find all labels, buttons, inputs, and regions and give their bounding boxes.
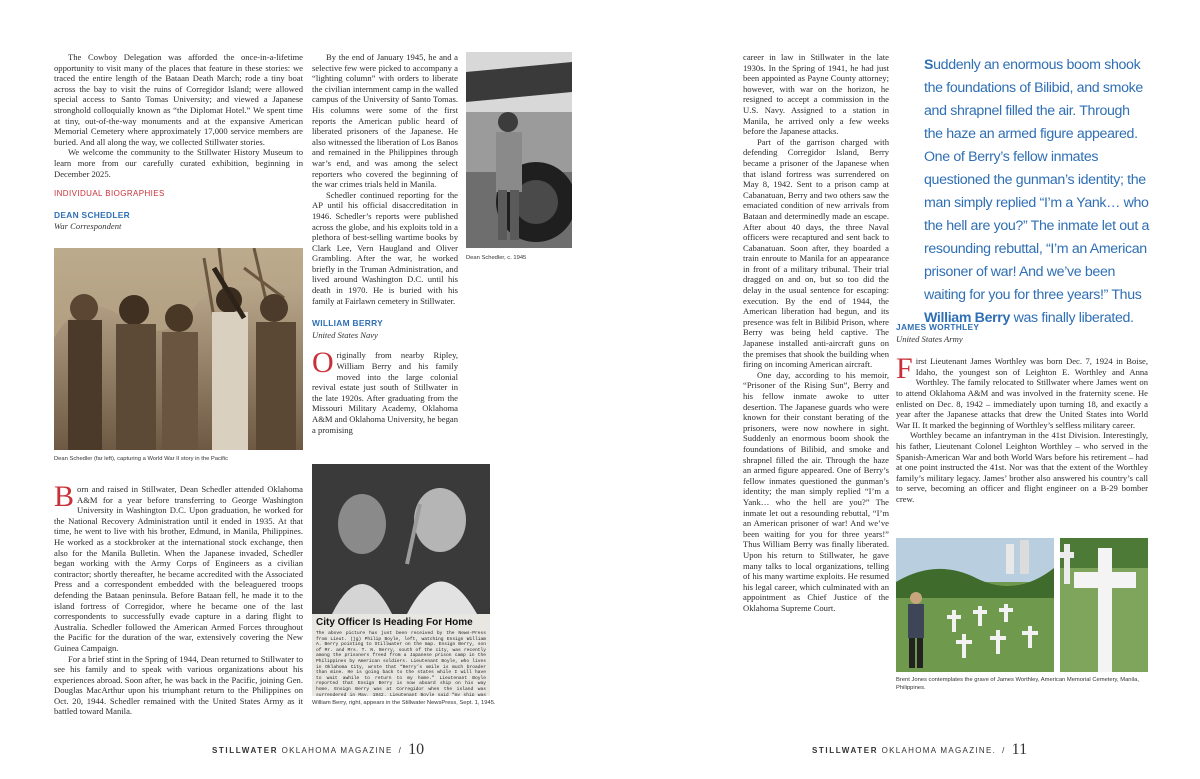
footer-right [812, 741, 1027, 759]
bio-role-war-correspondent: War Correspondent [54, 221, 122, 232]
page-number-11: 11 [1011, 741, 1028, 758]
bio-role-navy: United States Navy [312, 329, 378, 340]
cemetery-crosses-photo-icon [896, 538, 1054, 672]
bio-name-dean-schedler: DEAN SCHEDLER [54, 209, 131, 220]
newspaper-clipping [312, 464, 490, 696]
bio-name-william-berry: WILLIAM BERRY [312, 318, 384, 329]
pull-quote-text-a: uddenly an enormous boom shook the foundations of Bilibid, and smoke and shrapnel filled the air. Through the haze an armed figure appeared. One of Berry’s fellow inmates questioned the gunman’s identity; the man simply replied “I’m a Yank… who the hell are you?” The inmate let out a resounding rebuttal, “I’m an American prisoner of war! And we’ve been waiting for you for three years!” Thus [924, 57, 1150, 303]
dean-schedler-bio-paragraph-2: For a brief stint in the Spring of 1944, Dean returned to Stillwater to see his family and to speak with various organizations about his experiences abroad. Soon after, he was back in the Pacific, joining Gen. Douglas MacArthur upon his triumphant return to the Philippines on Oct. 20, 1944. Schedler remained with the United States Army as it battled toward Manila. [54, 653, 303, 717]
left-column-2 [312, 52, 458, 435]
page-number-10: 10 [408, 741, 425, 758]
william-berry-continued-paragraph-1: career in law in Stillwater in the late 1930s. In the Spring of 1941, he had just been appointed as Payne County attorney; however, with war on the horizon, he resigned to accept a commission in the U.S. Navy. Assigned to a station in Manila, he arrived only a few weeks before the Japanese attacks. [743, 52, 889, 137]
dropcap-f: F [896, 352, 913, 386]
dean-schedler-portrait-photo [466, 52, 572, 248]
footer-magazine-rest: OKLAHOMA MAGAZINE [281, 745, 393, 755]
james-worthley-bio-paragraph-2: Worthley became an infantryman in the 41st Division. Interestingly, his father, Lieutenant Colonel Leighton Worthley – who served in the Spanish-American War and both World Wars before his retirement – had at one point instructed the 41st. Nor was that the extent of the Worthley family’s military legacy. James’ brother also answered his country’s call to serve, becoming an officer and flight engineer on a B-29 bomber crew. [896, 430, 1148, 504]
footer-left [212, 741, 424, 759]
cemetery-photo-wide [896, 538, 1054, 672]
footer-magazine-rest: OKLAHOMA MAGAZINE. [881, 745, 997, 755]
dean-schedler-bio-paragraph-1 [54, 480, 303, 654]
william-berry-bio-paragraph-1 [312, 346, 458, 435]
clipping-photo-icon [312, 464, 490, 614]
james-worthley-bio-paragraph-1 [896, 352, 1148, 430]
william-berry-continued-paragraph-3: One day, according to his memoir, “Prisoner of the Rising Sun”, Berry and his fellow inmate awoke to utter desertion. The Japanese guards who were known for their constant berating of the prisoners, were now nowhere in sight. Suddenly an enormous boom shook the foundations of Bilibid, and smoke and shrapnel filled the air. Through the haze an armed figure appeared. One of Berry’s fellow inmates questioned the gunman’s identity; the man simply replied “I’m a Yank… who the hell are you?” The inmate let out a resounding rebuttal, “I’m an American prisoner of war! And we’ve been waiting for you for three years!” Thus William Berry was finally liberated. Upon his return to Stillwater, he gave many talks to local organizations, telling of his many wartime exploits. He resumed his legal career, which culminated with an appointment as Chief Justice of the Oklahoma Supreme Court. [743, 369, 889, 613]
william-berry-continued-paragraph-2: Part of the garrison charged with defending Corregidor Island, Berry became a prisoner of the Japanese when that island fortress was surrendered on May 8, 1942. Sent to a prison camp at Cabanatuan, Berry and two others saw the emaciated condition of new arrivals from Bataan and determinedly made an escape. After about 40 days, the three Naval officers were recaptured and sent back to Cabanatuan. Soon after, they boarded a train enroute to Manila for an appearance in front of a military tribunal. Their trial dragged on and on, but so too did the delay in the usual sentence for escaping: execution. By the end of 1944, the American liberation had begun, and its presence was felt in Bilibid Prison, where Berry was being held captive. The Japanese installed anti-aircraft guns on the premises that shook the building when firing on incoming American aircraft. [743, 136, 889, 370]
dean-schedler-bio-text-1: orn and raised in Stillwater, Dean Schedler attended Oklahoma A&M for a year before transferring to George Washington University in Washington D.C. Upon graduation, he worked for the National Recovery Administration until it ended in 1935. At that time, he went to live with his brother, Edmund, in Manila, Philippines. He worked as a stockbroker at the international stock exchange, then also for the Manila Bulletin. When the Japanese invaded, Schedler began working with the Army Corps of Engineers as a civilian contractor; shortly thereafter, he became accredited with the Associated Press and a correspondent embedded with the beleaguered troops defending the Bataan peninsula. Before Bataan fell, he made it to the island fortress of Corregidor, where he became one of the last correspondents to successfully evade capture in a daring flight to Australia. Schedler followed the American Armed Forces throughout the Pacific for the duration of the war, extensively covering the New Guinea Campaign. [54, 484, 303, 653]
schedler-continued-paragraph-2: Schedler continued reporting for the AP until his official disaccreditation in 1946. Schedler’s reports were published across the globe, and his exploits told in a plethora of best-selling wartime books by Clark Lee, Vern Haugland and Oliver Grambling. After the war, he worked briefly in the Truman Administration, and lived around Washington D.C. until his death in 1970. He is buried with his family at Fairlawn cemetery in Stillwater. [312, 189, 458, 306]
james-worthley-bio-text-1: irst Lieutenant James Worthley was born Dec. 7, 1924 in Boise, Idaho, the youngest son of Leighton E. Worthley and Anna Worthley. The family relocated to Stillwater where James went on to attend Oklahoma A&M and was involved in the fraternity scene. He enlisted on Dec. 8, 1942 – immediately upon turning 18, and exactly a year after the Japanese attacks that drew the United States into World War II. It marked the beginning of Worthley’s selfless military career. [896, 356, 1148, 430]
william-berry-bio-text-1: riginally from nearby Ripley, William Berry and his family moved into the large colonial revival estate just south of Stillwater in the late 1920s. After graduating from the Missouri Military Academy, Oklahoma A&M and Oklahoma University, he began a promising [312, 350, 458, 435]
schedler-continued-paragraph-1: By the end of January 1945, he and a selective few were picked to accompany a “lighting column” with orders to liberate the civilian internment camp in the walled campus of the University of Santo Tomas. His columns were some of the first reports the American public heard of liberated prisoners of the Japanese. He also witnessed the liberation of Los Banos and remained in the Philippines through war’s end, and was among the select reporters who covered the beginning of the war crimes trials held in Manila. [312, 52, 458, 190]
sepia-soldiers-photo-icon [54, 248, 303, 450]
footer-separator: / [1002, 745, 1006, 755]
left-column-1 [54, 52, 303, 232]
dean-schedler-portrait-caption: Dean Schedler, c. 1945 [466, 255, 527, 261]
dean-schedler-group-photo [54, 248, 303, 450]
dean-schedler-photo-caption: Dean Schedler (far left), capturing a World War II story in the Pacific [54, 456, 228, 462]
bio-role-army: United States Army [896, 333, 963, 344]
clipping-body: The above picture has just been received by the News-Press from Lieut. (jg) Philip Boyle, left, watching Ensign William A. Berry pointing to Stillwater on the map. Ensign Berry, son of Mr. and Mrs. T. N. Berry, south of the city, was recently among the prisoners freed from a Japanese prison camp in the Philippines by American soldiers. Lieutenant Boyle, who lives in Oklahoma City, wrote that “Berry’s smile is much broader than mine. He is going back to the states while I will have to wait awhile to return to my home.” Lieutenant Boyle reported that Ensign Berry is now aboard ship on his way home. Ensign Berry was at Corregidor when the island was surrendered in May, 1942. Lieutenant Boyle said “my ship was [316, 631, 486, 696]
right-column-2 [896, 322, 1148, 505]
footer-magazine-bold: STILLWATER [812, 745, 879, 755]
dropcap-o: O [312, 346, 334, 380]
intro-paragraph-2: We welcome the community to the Stillwater History Museum to learn more from our carefully curated exhibition, beginning in December 2025. [54, 147, 303, 179]
dropcap-b: B [54, 480, 75, 513]
intro-paragraph-1: The Cowboy Delegation was afforded the once-in-a-lifetime opportunity to visit many of the places that feature in these stories: we traced the entire length of the Bataan Death March; rode a tiny boat across the bay to visit the ruins of Corregidor Island; were allowed special access to Santo Tomas University; and viewed a Japanese stronghold colloquially known as “the Diplomat Hotel.” We spent time at tiny, out-of-the-way monuments and at the expansive American Memorial Cemetery where approximately 17,000 service members are buried. And all along the way, we collected Stillwater stories. [54, 52, 303, 147]
section-label-individual-biographies: INDIVIDUAL BIOGRAPHIES [54, 189, 165, 199]
cemetery-photo-caption: Brent Jones contemplates the grave of James Worthley, American Memorial Cemetery, Manila, Philippines. [896, 677, 1139, 691]
dean-schedler-bio [54, 480, 303, 717]
clipping-headline: City Officer Is Heading For Home [316, 617, 473, 628]
soldier-portrait-photo-icon [466, 52, 572, 248]
footer-magazine-bold: STILLWATER [212, 745, 279, 755]
cemetery-photo-closeup [1060, 538, 1148, 672]
pull-quote-lead-letter: S [924, 57, 934, 73]
pull-quote [924, 54, 1150, 330]
bio-name-james-worthley: JAMES WORTHLEY [896, 322, 980, 332]
right-page [600, 0, 1200, 779]
right-column-1 [743, 52, 889, 613]
pull-quote-text-b: was finally liberated. [1010, 310, 1134, 326]
footer-separator: / [398, 745, 403, 755]
clipping-caption: William Berry, right, appears in the Stillwater NewsPress, Sept. 1, 1945. [312, 700, 496, 706]
grave-cross-closeup-icon [1060, 538, 1148, 672]
pull-quote-name: William Berry [924, 310, 1010, 326]
